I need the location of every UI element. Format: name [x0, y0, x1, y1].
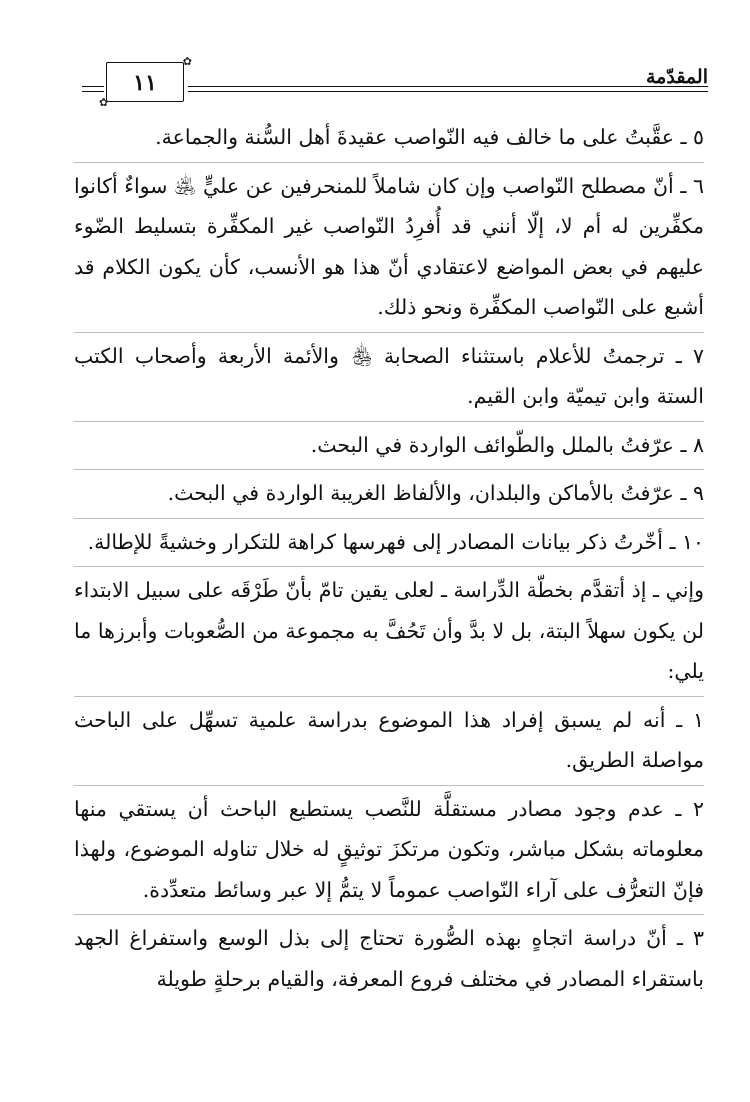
paragraph-divider: [74, 162, 704, 163]
paragraph-divider: [74, 469, 704, 470]
running-title: المقدّمة: [645, 66, 708, 88]
floral-ornament-icon: ✿: [182, 55, 192, 68]
body-text: [74, 117, 704, 999]
paragraph-divider: [74, 785, 704, 786]
paragraph-item-8: ٨ ـ عرّفتُ بالملل والطّوائف الواردة في البحث.: [310, 432, 704, 457]
paragraph-divider: [74, 696, 704, 697]
paragraph-divider: [74, 332, 704, 333]
page-number-frame: [99, 55, 192, 109]
paragraph-item-7: ٧ ـ ترجمتُ للأعلام باستثناء الصحابة ﵃ والأئمة الأربعة وأصحاب الكتب الستة وابن تيميّة وابن القيم.: [74, 343, 704, 408]
paragraph-item-5: ٥ ـ عقَّبتُ على ما خالف فيه النّواصب عقيدةَ أهل السُّنة والجماعة.: [155, 125, 704, 149]
paragraph-divider: [74, 566, 704, 567]
header-rule-right: [188, 86, 708, 94]
intro-difficulties-paragraph: وإني ـ إذ أتقدَّم بخطّة الدِّراسة ـ لعلى يقين تامّ بأنّ طَرْقَه على سبيل الابتداء لن يكون سهلاً البتة، بل لا بدَّ وأن تَحُفَّ به مجموعة من الصُّعوبات وأبرزها ما يلي:: [74, 578, 704, 683]
paragraph-item-6: ٦ ـ أنّ مصطلح النّواصب وإن كان شاملاً للمنحرفين عن عليٍّ ﵁ سواءٌ أكانوا مكفِّرين له أم لا، إلّا أنني قد أُفرِدُ النّواصب غير المكفِّرة بتسليط الضّوء عليهم في بعض المواضع لاعتقادي أنّ هذا هو الأنسب، كأن يكون الكلام قد أشبع على النّواصب المكفِّرة ونحو ذلك.: [74, 173, 704, 319]
difficulty-item-2: ٢ ـ عدم وجود مصادر مستقلَّة للنَّصب يستطيع الباحث أن يستقي منها معلوماته بشكل مباشر، وتكون مرتكزَ توثيقٍ له خلال تناوله الموضوع، ولهذا فإنّ التعرُّف على آراء النّواصب عموماً لا يتمُّ إلا عبر وسائط متعدِّدة.: [74, 796, 704, 902]
floral-ornament-icon: ✿: [99, 96, 109, 109]
paragraph-item-10: ١٠ ـ أخّرتُ ذكر بيانات المصادر إلى فهرسها كراهة للتكرار وخشيةً للإطالة.: [87, 529, 704, 554]
difficulty-item-1: ١ ـ أنه لم يسبق إفراد هذا الموضوع بدراسة علمية تسهِّل على الباحث مواصلة الطريق.: [74, 707, 704, 772]
paragraph-divider: [74, 421, 704, 422]
paragraph-item-9: ٩ ـ عرّفتُ بالأماكن والبلدان، والألفاظ الغريبة الواردة في البحث.: [167, 481, 704, 505]
difficulty-item-3: ٣ ـ أنّ دراسة اتجاهٍ بهذه الصُّورة تحتاج إلى بذل الوسع واستفراغ الجهد باستقراء المصادر في مختلف فروع المعرفة، والقيام برحلةٍ طويلة: [74, 926, 704, 991]
page-number: ١١: [133, 70, 157, 96]
paragraph-divider: [74, 518, 704, 519]
page-header: [82, 55, 708, 116]
header-rule-left: [82, 86, 104, 94]
paragraph-divider: [74, 914, 704, 915]
